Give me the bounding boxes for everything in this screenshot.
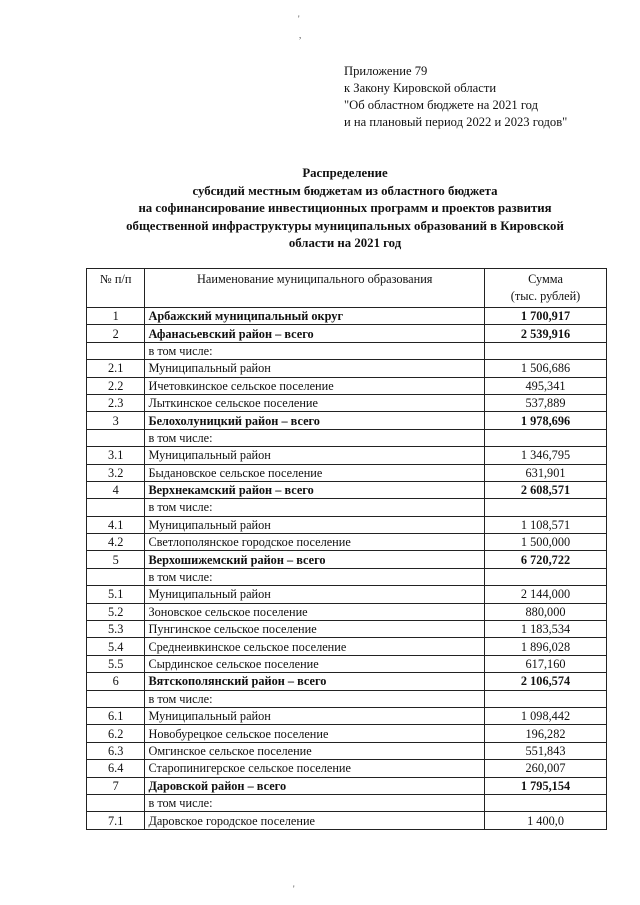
- row-number-cell: 3: [87, 412, 145, 429]
- row-number-cell: 2.1: [87, 360, 145, 377]
- row-number-cell: [87, 499, 145, 516]
- table-row-total: [87, 412, 607, 429]
- table-row: [87, 464, 607, 481]
- table-row-total: [87, 551, 607, 568]
- row-sum-cell: 1 400,0: [485, 812, 607, 829]
- title-line: субсидий местным бюджетам из областного бюджета: [192, 183, 498, 198]
- row-name-cell: Афанасьевский район – всего: [145, 325, 485, 342]
- title-line: на софинансирование инвестиционных программ и проектов развития: [138, 201, 552, 215]
- row-sum-cell: 1 506,686: [485, 360, 607, 377]
- row-sum-cell: 1 098,442: [485, 707, 607, 724]
- row-name-cell: Ичетовкинское сельское поселение: [145, 377, 485, 394]
- row-sum-cell: 1 346,795: [485, 447, 607, 464]
- row-name-cell: Старопинигерское сельское поселение: [145, 760, 485, 777]
- table-row: [87, 586, 607, 603]
- table-row: [87, 568, 607, 585]
- title-line: общественной инфраструктуры муниципальных образований в Кировской: [126, 218, 564, 233]
- row-name-cell: Быдановское сельское поселение: [145, 464, 485, 481]
- table-row: [87, 690, 607, 707]
- table-row-total: [87, 777, 607, 794]
- title-line: области на 2021 год: [288, 236, 402, 250]
- row-name-cell: Муниципальный район: [145, 586, 485, 603]
- title-line: Распределение: [302, 166, 388, 180]
- row-sum-cell: 2 608,571: [485, 481, 607, 498]
- row-sum-cell: 6 720,722: [485, 551, 607, 568]
- appendix-header-line: Приложение 79: [344, 64, 428, 78]
- table-row: [87, 447, 607, 464]
- table-row: [87, 725, 607, 742]
- row-name-cell: Муниципальный район: [145, 707, 485, 724]
- row-sum-cell: [485, 794, 607, 811]
- row-sum-cell: 1 700,917: [485, 308, 607, 325]
- table-row: [87, 655, 607, 672]
- table-row: [87, 516, 607, 533]
- row-number-cell: 6.2: [87, 725, 145, 742]
- row-name-cell: Новобурецкое сельское поселение: [145, 725, 485, 742]
- row-number-cell: 6.3: [87, 742, 145, 759]
- row-sum-cell: 1 183,534: [485, 621, 607, 638]
- appendix-header-line: "Об областном бюджете на 2021 год: [344, 98, 539, 112]
- column-header-name: Наименование муниципального образования: [145, 269, 485, 308]
- row-name-cell: Среднеивкинское сельское поселение: [145, 638, 485, 655]
- table-row: [87, 812, 607, 829]
- appendix-header-line: к Закону Кировской области: [344, 81, 497, 95]
- table-row: [87, 760, 607, 777]
- table-row: [87, 534, 607, 551]
- row-number-cell: 7.1: [87, 812, 145, 829]
- row-sum-cell: 1 896,028: [485, 638, 607, 655]
- table-row: [87, 342, 607, 359]
- table-row: [87, 603, 607, 620]
- table-row: [87, 377, 607, 394]
- row-name-cell: Сырдинское сельское поселение: [145, 655, 485, 672]
- table-row-total: [87, 325, 607, 342]
- row-name-cell: Даровское городское поселение: [145, 812, 485, 829]
- row-name-cell: Зоновское сельское поселение: [145, 603, 485, 620]
- row-name-cell: Омгинское сельское поселение: [145, 742, 485, 759]
- table-row: [87, 621, 607, 638]
- row-sum-cell: 1 978,696: [485, 412, 607, 429]
- row-number-cell: 4.2: [87, 534, 145, 551]
- row-sum-cell: 1 795,154: [485, 777, 607, 794]
- row-sum-cell: 537,889: [485, 394, 607, 411]
- row-name-cell: в том числе:: [145, 429, 485, 446]
- column-header-sum-line: Сумма: [528, 272, 563, 286]
- row-name-cell: Верхошижемский район – всего: [145, 551, 485, 568]
- row-number-cell: 4: [87, 481, 145, 498]
- row-name-cell: Муниципальный район: [145, 516, 485, 533]
- row-sum-cell: 1 108,571: [485, 516, 607, 533]
- table-row: [87, 742, 607, 759]
- row-name-cell: в том числе:: [145, 794, 485, 811]
- table-row-total: [87, 673, 607, 690]
- row-number-cell: 2.3: [87, 394, 145, 411]
- row-number-cell: 5.4: [87, 638, 145, 655]
- row-name-cell: Муниципальный район: [145, 360, 485, 377]
- row-sum-cell: [485, 342, 607, 359]
- row-name-cell: Даровской район – всего: [145, 777, 485, 794]
- scan-speck: ': [293, 884, 295, 894]
- row-number-cell: 5.2: [87, 603, 145, 620]
- row-sum-cell: 495,341: [485, 377, 607, 394]
- table-row: [87, 638, 607, 655]
- row-number-cell: 5.3: [87, 621, 145, 638]
- row-sum-cell: 260,007: [485, 760, 607, 777]
- column-header-sum-unit: (тыс. рублей): [510, 289, 581, 303]
- table-row: [87, 707, 607, 724]
- table-header-row: [87, 269, 607, 308]
- row-sum-cell: 1 500,000: [485, 534, 607, 551]
- row-number-cell: 2: [87, 325, 145, 342]
- column-header-number: № п/п: [87, 269, 145, 308]
- row-name-cell: Арбажский муниципальный округ: [145, 308, 485, 325]
- appendix-header: [344, 63, 567, 131]
- row-name-cell: в том числе:: [145, 568, 485, 585]
- row-sum-cell: 880,000: [485, 603, 607, 620]
- row-sum-cell: [485, 429, 607, 446]
- column-header-sum: [485, 269, 607, 308]
- table-row: [87, 429, 607, 446]
- row-number-cell: [87, 429, 145, 446]
- scan-speck: ,: [299, 30, 302, 40]
- row-sum-cell: 551,843: [485, 742, 607, 759]
- row-sum-cell: 2 144,000: [485, 586, 607, 603]
- row-number-cell: 5.1: [87, 586, 145, 603]
- row-number-cell: 6: [87, 673, 145, 690]
- row-name-cell: Вятскополянский район – всего: [145, 673, 485, 690]
- table-row-total: [87, 481, 607, 498]
- appendix-header-line: и на плановый период 2022 и 2023 годов": [344, 115, 568, 129]
- row-name-cell: Муниципальный район: [145, 447, 485, 464]
- row-name-cell: Лыткинское сельское поселение: [145, 394, 485, 411]
- scan-speck: ': [298, 14, 300, 24]
- row-number-cell: 1: [87, 308, 145, 325]
- row-sum-cell: 2 106,574: [485, 673, 607, 690]
- row-sum-cell: [485, 568, 607, 585]
- row-number-cell: 7: [87, 777, 145, 794]
- row-sum-cell: 631,901: [485, 464, 607, 481]
- table-row: [87, 394, 607, 411]
- row-number-cell: [87, 794, 145, 811]
- row-sum-cell: 2 539,916: [485, 325, 607, 342]
- row-number-cell: 6.4: [87, 760, 145, 777]
- table-row: [87, 360, 607, 377]
- row-number-cell: 6.1: [87, 707, 145, 724]
- row-number-cell: 4.1: [87, 516, 145, 533]
- row-name-cell: в том числе:: [145, 499, 485, 516]
- row-name-cell: Светлополянское городское поселение: [145, 534, 485, 551]
- table-row: [87, 794, 607, 811]
- row-number-cell: 3.2: [87, 464, 145, 481]
- table-body: [87, 308, 607, 830]
- row-sum-cell: [485, 499, 607, 516]
- row-name-cell: Верхнекамский район – всего: [145, 481, 485, 498]
- row-sum-cell: 196,282: [485, 725, 607, 742]
- row-name-cell: в том числе:: [145, 342, 485, 359]
- row-number-cell: [87, 690, 145, 707]
- table-row: [87, 499, 607, 516]
- row-number-cell: [87, 568, 145, 585]
- row-name-cell: Белохолуницкий район – всего: [145, 412, 485, 429]
- row-number-cell: [87, 342, 145, 359]
- row-name-cell: в том числе:: [145, 690, 485, 707]
- row-number-cell: 3.1: [87, 447, 145, 464]
- row-number-cell: 5.5: [87, 655, 145, 672]
- subsidy-table: [86, 268, 607, 830]
- row-name-cell: Пунгинское сельское поселение: [145, 621, 485, 638]
- row-sum-cell: [485, 690, 607, 707]
- row-sum-cell: 617,160: [485, 655, 607, 672]
- row-number-cell: 2.2: [87, 377, 145, 394]
- row-number-cell: 5: [87, 551, 145, 568]
- table-row-total: [87, 308, 607, 325]
- document-title: [80, 165, 610, 253]
